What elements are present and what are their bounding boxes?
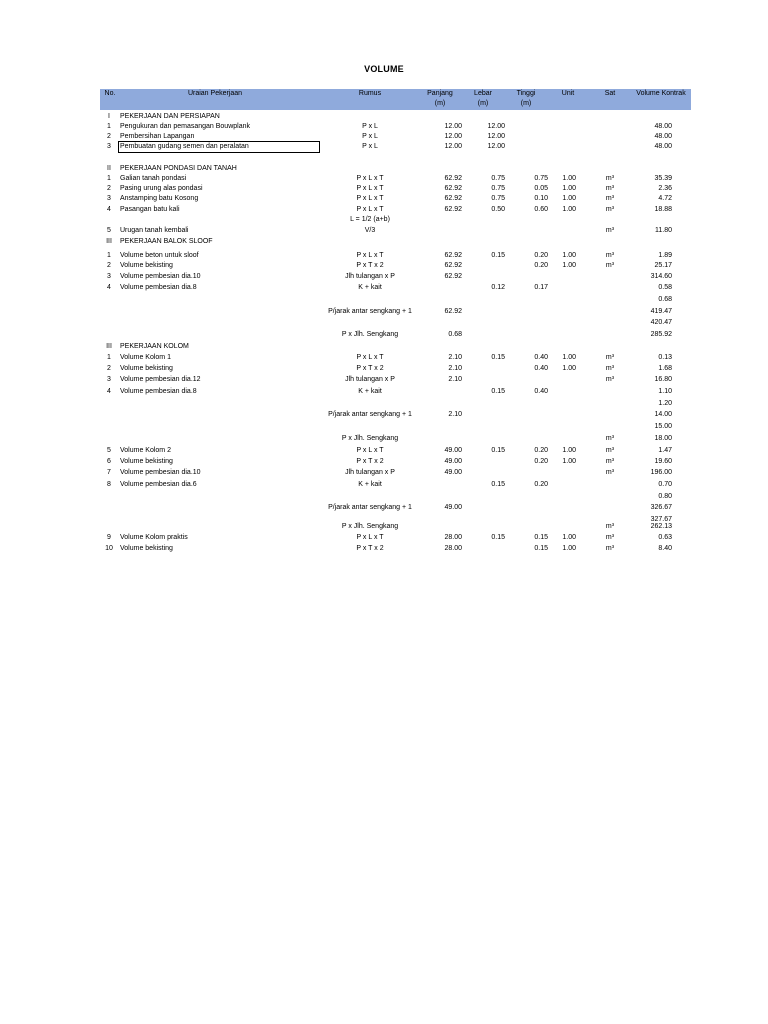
row-panjang: 12.00 [444,133,462,140]
row-volume: 285.92 [650,331,672,338]
row-unit: 1.00 [562,545,576,552]
row-sat: m³ [605,523,615,530]
row-volume: 0.13 [658,354,672,361]
row-rumus: P x T x 2 [356,545,384,552]
row-rumus: P x L x T [356,206,384,213]
row-volume: 16.80 [654,376,672,383]
row-panjang: 62.92 [444,175,462,182]
row-rumus: P/jarak antar sengkang + 1 [328,411,412,418]
row-panjang: 12.00 [444,143,462,150]
page-title: VOLUME [364,64,404,74]
row-no: III [106,238,112,245]
row-no: 1 [107,252,111,259]
row-panjang: 2.10 [448,354,462,361]
header-rumus: Rumus [358,90,382,97]
row-uraian: Pembersihan Lapangan [120,133,195,140]
row-panjang: 0.68 [448,331,462,338]
row-volume: 18.88 [654,206,672,213]
row-lebar: 0.50 [491,206,505,213]
row-sat: m³ [605,252,615,259]
row-rumus: K + kait [358,284,382,291]
row-sat: m³ [605,175,615,182]
row-no: 1 [107,123,111,130]
row-rumus: P x T x 2 [356,365,384,372]
row-sat: m³ [605,458,615,465]
row-volume: 18.00 [654,435,672,442]
row-tinggi: 0.20 [534,252,548,259]
row-rumus: Jlh tulangan x P [345,273,395,280]
row-uraian: Volume beton untuk sloof [120,252,199,259]
row-tinggi: 0.05 [534,185,548,192]
row-no: I [108,113,110,120]
row-unit: 1.00 [562,175,576,182]
row-sat: m³ [605,354,615,361]
row-panjang: 62.92 [444,195,462,202]
row-panjang: 49.00 [444,458,462,465]
row-lebar: 0.75 [491,185,505,192]
row-rumus: P x Jlh. Sengkang [341,523,399,530]
row-lebar: 0.15 [491,252,505,259]
row-tinggi: 0.40 [534,388,548,395]
row-unit: 1.00 [562,262,576,269]
row-sat: m³ [605,185,615,192]
header-tinggi-unit: (m) [520,100,532,107]
header-tinggi: Tinggi [516,90,536,97]
row-unit: 1.00 [562,252,576,259]
row-no: 7 [107,469,111,476]
row-volume: 1.68 [658,365,672,372]
row-rumus: Jlh tulangan x P [345,469,395,476]
row-panjang: 62.92 [444,206,462,213]
row-unit: 1.00 [562,195,576,202]
row-unit: 1.00 [562,534,576,541]
row-volume: 4.72 [658,195,672,202]
header-no: No. [104,90,116,97]
row-rumus: P x L x T [356,195,384,202]
row-lebar: 0.15 [491,481,505,488]
row-lebar: 12.00 [487,143,505,150]
row-uraian: Volume bekisting [120,458,173,465]
row-volume: 15.00 [654,423,672,430]
row-panjang: 12.00 [444,123,462,130]
row-uraian: PEKERJAAN DAN PERSIAPAN [120,113,220,120]
row-rumus: K + kait [358,481,382,488]
row-no: 3 [107,376,111,383]
row-lebar: 0.75 [491,175,505,182]
row-no: 3 [107,143,111,150]
row-tinggi: 0.40 [534,354,548,361]
row-lebar: 0.75 [491,195,505,202]
row-unit: 1.00 [562,354,576,361]
row-sat: m³ [605,262,615,269]
row-rumus: P x L [362,133,378,140]
row-no: 6 [107,458,111,465]
row-uraian: Volume pembesian dia.6 [120,481,197,488]
row-tinggi: 0.75 [534,175,548,182]
header-sat: Sat [604,90,616,97]
row-panjang: 62.92 [444,185,462,192]
row-tinggi: 0.60 [534,206,548,213]
row-rumus: P x L x T [356,252,384,259]
row-rumus: P x L [362,123,378,130]
row-panjang: 49.00 [444,469,462,476]
header-lebar-unit: (m) [477,100,489,107]
row-lebar: 12.00 [487,123,505,130]
row-panjang: 49.00 [444,447,462,454]
row-uraian: Volume Kolom 2 [120,447,171,454]
row-no: 2 [107,133,111,140]
row-no: 4 [107,284,111,291]
row-tinggi: 0.10 [534,195,548,202]
row-tinggi: 0.40 [534,365,548,372]
row-rumus: P x L x T [356,447,384,454]
row-panjang: 62.92 [444,308,462,315]
row-rumus: P/jarak antar sengkang + 1 [328,504,412,511]
row-unit: 1.00 [562,458,576,465]
row-uraian: PEKERJAAN PONDASI DAN TANAH [120,165,237,172]
row-rumus: K + kait [358,388,382,395]
header-uraian: Uraian Pekerjaan [187,90,243,97]
row-sat: m³ [605,376,615,383]
row-tinggi: 0.20 [534,447,548,454]
row-volume: 11.80 [655,227,672,234]
row-uraian: Volume pembesian dia.10 [120,469,201,476]
row-lebar: 0.12 [491,284,505,291]
header-lebar: Lebar [474,90,492,97]
row-volume: 48.00 [654,133,672,140]
row-sat: m³ [605,435,615,442]
row-volume: 1.89 [658,252,672,259]
row-no: II [107,165,111,172]
row-rumus: Jlh tulangan x P [345,376,395,383]
row-volume: 419.47 [650,308,672,315]
row-lebar: 12.00 [487,133,505,140]
row-uraian: Volume bekisting [120,262,173,269]
row-no: 4 [107,206,111,213]
row-sat: m³ [605,545,615,552]
row-uraian: Galian tanah pondasi [120,175,187,182]
row-panjang: 62.92 [444,273,462,280]
row-volume: 25.17 [654,262,672,269]
row-no: 8 [107,481,111,488]
row-no: 5 [107,447,111,454]
row-unit: 1.00 [562,185,576,192]
row-uraian: Volume Kolom praktis [120,534,188,541]
row-volume: 0.63 [658,534,672,541]
row-uraian: Volume pembesian dia.8 [120,284,197,291]
row-volume: 35.39 [654,175,672,182]
row-no: 1 [107,354,111,361]
row-no: 2 [107,365,111,372]
row-panjang: 49.00 [444,504,462,511]
row-panjang: 62.92 [444,252,462,259]
row-rumus: P x L x T [356,534,384,541]
row-uraian: Pembuatan gudang semen dan peralatan [120,143,249,150]
row-volume: 196.00 [650,469,672,476]
row-rumus: P x L x T [356,175,384,182]
row-no: 10 [105,545,113,552]
row-uraian: Pengukuran dan pemasangan Bouwplank [120,123,250,130]
row-uraian: PEKERJAAN BALOK SLOOF [120,238,213,245]
row-uraian: Anstamping batu Kosong [120,195,199,202]
header-unit: Unit [561,90,575,97]
row-panjang: 2.10 [448,376,462,383]
row-uraian: Volume pembesian dia.10 [120,273,201,280]
row-lebar: 0.15 [491,534,505,541]
row-no: 1 [107,175,111,182]
row-sat: m³ [605,227,615,234]
row-uraian: Volume bekisting [120,365,173,372]
row-no: 2 [107,185,111,192]
row-tinggi: 0.20 [534,262,548,269]
row-uraian: Volume Kolom 1 [120,354,171,361]
row-uraian: Pasangan batu kali [120,206,180,213]
row-volume: 48.00 [654,143,672,150]
row-volume: 1.20 [658,400,672,407]
row-volume: 327.67 [650,516,672,523]
row-panjang: 28.00 [444,534,462,541]
row-rumus: P x T x 2 [356,458,384,465]
row-volume: 48.00 [654,123,672,130]
row-uraian: PEKERJAAN KOLOM [120,343,189,350]
row-rumus: V/3 [364,227,376,234]
row-rumus: L = 1/2 (a+b) [350,216,390,223]
row-panjang: 2.10 [448,365,462,372]
row-no: 5 [107,227,111,234]
row-rumus: P x T x 2 [356,262,384,269]
row-no: 4 [107,388,111,395]
row-rumus: P x L x T [356,185,384,192]
row-no: III [106,343,112,350]
row-lebar: 0.15 [491,447,505,454]
row-no: 9 [107,534,111,541]
row-rumus: P x L x T [356,354,384,361]
row-volume: 0.68 [658,296,672,303]
row-volume: 0.70 [658,481,672,488]
row-volume: 314.60 [650,273,672,280]
row-uraian: Pasing urung alas pondasi [120,185,203,192]
row-no: 3 [107,195,111,202]
row-sat: m³ [605,206,615,213]
row-tinggi: 0.20 [534,481,548,488]
row-sat: m³ [605,469,615,476]
row-uraian: Volume bekisting [120,545,173,552]
row-volume: 8.40 [658,545,672,552]
row-lebar: 0.15 [491,354,505,361]
row-lebar: 0.15 [491,388,505,395]
row-panjang: 62.92 [444,262,462,269]
row-volume: 2.36 [658,185,672,192]
row-sat: m³ [605,365,615,372]
row-panjang: 28.00 [444,545,462,552]
row-sat: m³ [605,534,615,541]
row-uraian: Volume pembesian dia.8 [120,388,197,395]
row-volume: 0.80 [658,493,672,500]
row-unit: 1.00 [562,447,576,454]
row-volume: 420.47 [650,319,672,326]
row-tinggi: 0.15 [534,534,548,541]
row-rumus: P/jarak antar sengkang + 1 [328,308,412,315]
row-volume: 19.60 [654,458,672,465]
row-tinggi: 0.20 [534,458,548,465]
row-volume: 1.10 [658,388,672,395]
row-uraian: Volume pembesian dia.12 [120,376,201,383]
row-panjang: 2.10 [448,411,462,418]
row-rumus: P x Jlh. Sengkang [341,331,399,338]
row-rumus: P x L [362,143,378,150]
row-no: 2 [107,262,111,269]
row-tinggi: 0.15 [534,545,548,552]
row-no: 3 [107,273,111,280]
row-sat: m³ [605,447,615,454]
row-volume: 0.58 [658,284,672,291]
row-uraian: Urugan tanah kembali [120,227,189,234]
row-volume: 14.00 [654,411,672,418]
header-panjang: Panjang [427,90,453,97]
row-unit: 1.00 [562,206,576,213]
row-tinggi: 0.17 [534,284,548,291]
header-volume: Volume Kontrak [636,90,686,97]
row-sat: m³ [605,195,615,202]
row-rumus: P x Jlh. Sengkang [341,435,399,442]
row-unit: 1.00 [562,365,576,372]
header-panjang-unit: (m) [434,100,446,107]
row-volume: 262.13 [650,523,672,530]
row-volume: 1.47 [658,447,672,454]
row-volume: 326.67 [650,504,672,511]
